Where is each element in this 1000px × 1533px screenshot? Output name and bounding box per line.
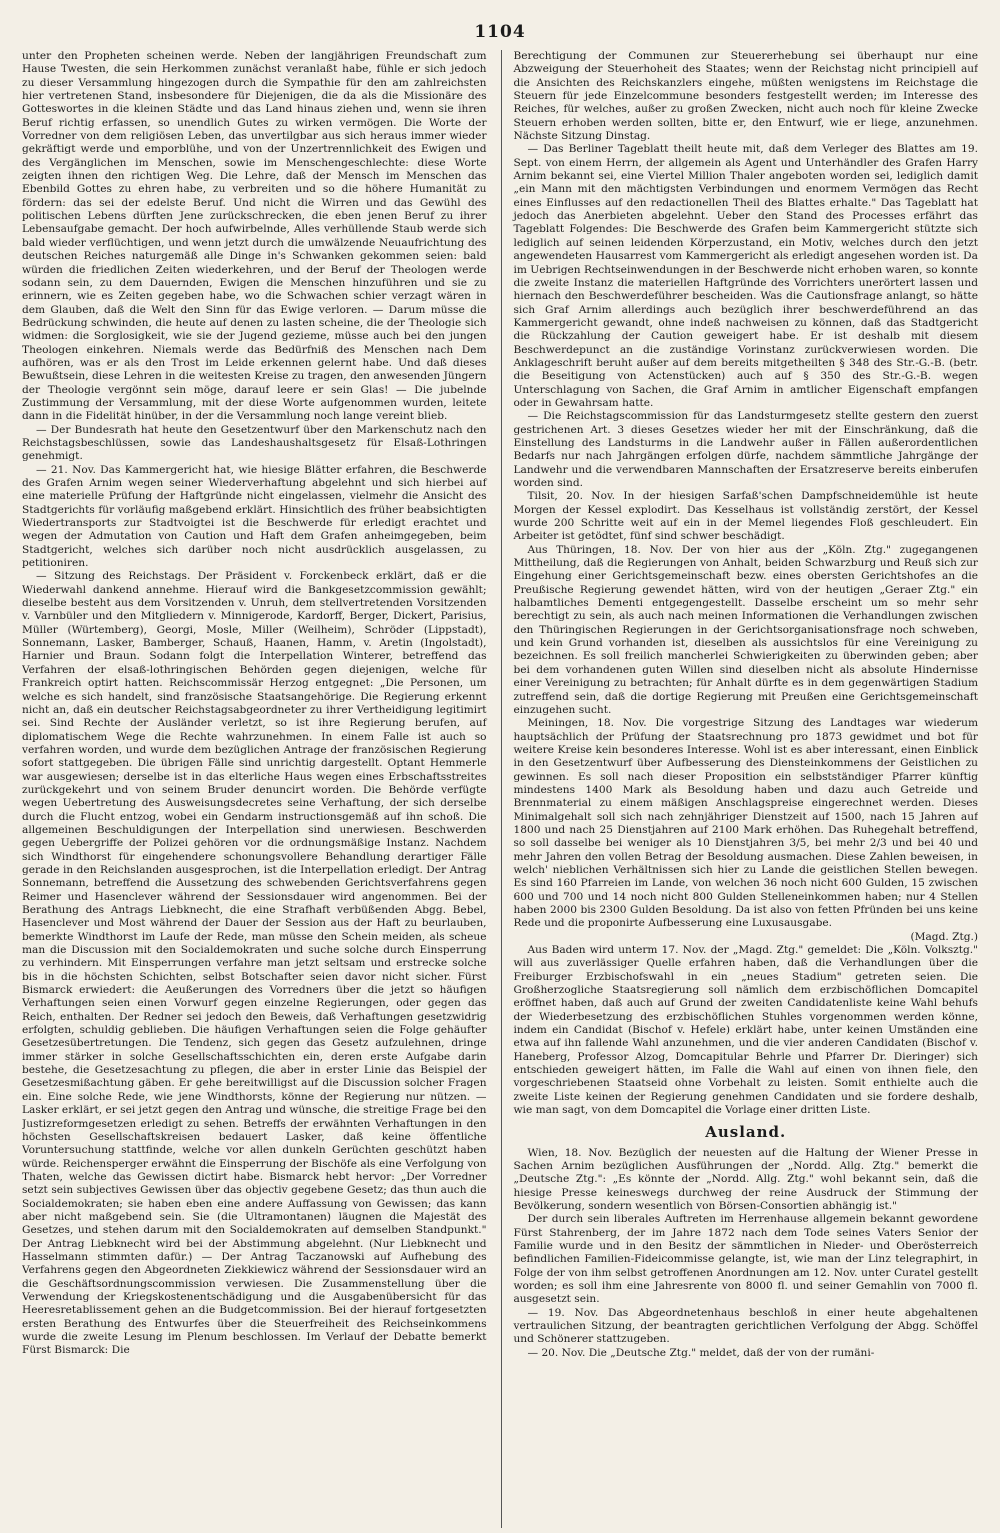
article-paragraph: Aus Baden wird unterm 17. Nov. der „Magd. Ztg." gemeldet: Die „Köln. Volksztg." will aus zuverlässiger Quelle erfahren haben, daß die Verhandlungen über die Freiburger Erzbischofswahl in ein „neues Stadium" getreten seien. Die Großherzogliche Staatsregierung soll nämlich dem erzbischöflichen Domcapitel eröffnet haben, daß auch auf Grund der zweiten Candidatenliste keine Wahl behufs der Wiederbesetzung des erzbischöflichen Stuhles vorgenommen werden könne, indem ein Candidat (Bischof v. Hefele) erklärt habe, unter keinen Umständen eine etwa auf ihn fallende Wahl anzunehmen, und die vier anderen Candidaten (Bischof v. Haneberg, Professor Alzog, Domcapitular Behrle und Pfarrer Dr. Dieringer) sich entschieden geweigert hätten, im Falle die Wahl auf einen von ihnen fiele, den vorgeschriebenen Staatseid ohne Vorbehalt zu leisten. Somit enthielte auch die zweite Liste keinen der Regierung genehmen Candidaten und sie fordere deshalb, wie man sagt, von dem Domcapitel die Vorlage einer dritten Liste. (513, 944, 978, 1117)
source-attribution: (Magd. Ztg.) (910, 930, 978, 943)
article-paragraph: Der durch sein liberales Auftreten im Herrenhause allgemein bekannt gewordene Fürst Stahrenberg, der im Jahre 1872 nach dem Tode seines Vaters Senior der Familie wurde und in den Besitz der sämmtlichen in Nieder- und Oberösterreich befindlichen Familien-Fideicommisse gelangte, ist, wie man der Linz telegraphirt, in Folge der von ihm selbst getroffenen Anordnungen am 12. Nov. unter Curatel gestellt worden; es soll ihm eine Jahresrente von 8000 fl. und seiner Gemahlin von 7000 fl. ausgesetzt sein. (513, 1213, 978, 1306)
article-paragraph: — Sitzung des Reichstags. Der Präsident v. Forckenbeck erklärt, daß er die Wiederwahl dankend annehme. Hierauf wird die Bankgesetzcommission gewählt; dieselbe besteht aus dem Vorsitzenden v. Unruh, dem stellvertretenden Vorsitzenden v. Varnbüler und den Mitgliedern v. Minnigerode, Kardorff, Berger, Dickert, Parisius, Müller (Würtemberg), Georgi, Mosle, Miller (Weilheim), Schröder (Lippstadt), Sonnemann, Lasker, Bamberger, Schauß, Haanen, Hamm, v. Aretin (Ingolstadt), Harnier und Braun. Sodann folgt die Interpellation Winterer, betreffend das Verfahren der elsaß-lothringischen Behörden gegen diejenigen, welche für Frankreich optirt hatten. Reichscommissär Herzog entgegnet: „Die Personen, um welche es sich handelt, sind französische Staatsangehörige. Die Regierung erkennt nicht an, daß ein deutscher Reichstagsabgeordneter zu ihrer Vertheidigung legitimirt sei. Sind Rechte der Ausländer verletzt, so ist ihre Regierung berufen, auf diplomatischem Wege die Rechte wahrzunehmen. In einem Falle ist auch so verfahren worden, und wurde dem bezüglichen Antrage der französischen Regierung sofort stattgegeben. Die übrigen Fälle sind unrichtig dargestellt. Optant Hemmerle war ausgewiesen; derselbe ist in das elterliche Haus wegen eines Erbschaftsstreites zurückgekehrt und von seinem Bruder denuncirt worden. Die Behörde verfügte wegen Uebertretung des Ausweisungsdecretes seine Verhaftung, der sich derselbe durch die Flucht entzog, wobei ein Gendarm instructionsgemäß auf ihn schoß. Die allgemeinen Beschuldigungen der Interpellation sind unerwiesen. Beschwerden gegen Uebergriffe der Polizei gehören vor die ordnungsmäßige Instanz. Nachdem sich Windthorst für eingehendere schonungsvollere Behandlung derartiger Fälle gerade in den Reichslanden ausgesprochen, ist die Interpellation erledigt. Der Antrag Sonnemann, betreffend die Aussetzung des schwebenden Gerichtsverfahrens gegen Reimer und Hasenclever während der Sessionsdauer wird angenommen. Bei der Berathung des Antrags Liebknecht, die eine Strafhaft verbüßenden Abgg. Bebel, Hasenclever und Most während der Dauer der Session aus der Haft zu beurlauben, bemerkte Windthorst im Laufe der Rede, man müsse den Schein meiden, als scheue man die Discussion mit den Socialdemokraten und suche solche durch Einsperrung zu verhindern. Mit Einsperrungen verfahre man jetzt seltsam und erstrecke solche bis in die höchsten Schichten, selbst Botschafter seien davor nicht sicher. Fürst Bismarck erwiedert: die Aeußerungen des Vorredners über die jetzt so häufigen Verhaftungen seien einen Vorwurf gegen einzelne Regierungen, oder gegen das Reich, enthalten. Der Redner sei jedoch den Beweis, daß Verhaftungen gesetzwidrig erfolgten, schuldig geblieben. Die häufigen Verhaftungen seien die Folge gehäufter Gesetzesübertretungen. Die Tendenz, sich gegen das Gesetz aufzulehnen, dringe immer stärker in solche Gesellschaftsschichten ein, deren erste Aufgabe darin bestehe, die Gesetzesachtung zu pflegen, die aber in erster Linie das Beispiel der Gesetzesmißachtung gäben. Er gehe bereitwilligst auf die Discussion solcher Fragen ein. Eine solche Rede, wie jene Windthorsts, könne der Regierung nur nützen. — Lasker erklärt, er sei jetzt gegen den Antrag und wünsche, die streitige Frage bei den Justizreformgesetzen erledigt zu sehen. Betreffs der erwähnten Verhaftungen in den höchsten Gesellschaftskreisen bedauert Lasker, daß keine öffentliche Voruntersuchung stattfinde, welche vor allen dunkeln Gerüchten geschützt haben würde. Reichensperger erwähnt die Einsperrung der Bischöfe als eine Verfolgung von Thaten, welche das Gewissen dictirt habe. Bismarck hebt hervor: „Der Vorredner setzt sein subjectives Gewissen über das objectiv gegebene Gesetz; das thun auch die Socialdemokraten; sie haben eben eine andere Auffassung von Gewissen; das kann aber nicht maßgebend sein. Sie (die Ultramontanen) läugnen die Majestät des Gesetzes, und stehen darum mit den Socialdemokraten auf demselben Standpunkt." Der Antrag Liebknecht wird bei der Abstimmung abgelehnt. (Nur Liebknecht und Hasselmann stimmten dafür.) — Der Antrag Taczanowski auf Aufhebung des Verfahrens gegen den Abgeordneten Ziekkiewicz während der Sessionsdauer wird an die Geschäftsordnungscommission verwiesen. Die Zusammenstellung über die Verwendung der Kriegskostenentschädigung und die Ausgabenübersicht für das Heeresretablissement gehen an die Budgetcommission. Bei der hierauf fortgesetzten ersten Berathung des Entwurfes über die Steuerfreiheit des Reichseinkommens wurde die zweite Lesung im Plenum beschlossen. Im Verlauf der Debatte bemerkt Fürst Bismarck: Die (22, 570, 487, 1357)
left-column (22, 50, 495, 1528)
article-paragraph: Meiningen, 18. Nov. Die vorgestrige Sitzung des Landtages war wiederum hauptsächlich der Prüfung der Staatsrechnung pro 1873 gewidmet und bot für weitere Kreise kein besonderes Interesse. Wohl ist es aber interessant, einen Einblick in den Gesetzentwurf über Aufbesserung des Diensteinkommens der Geistlichen zu gewinnen. Es soll nach dieser Proposition ein selbstständiger Pfarrer künftig mindestens 1400 Mark als Besoldung haben und dazu auch Getreide und Brennmaterial zu einem mäßigen Anschlagspreise eingerechnet werden. Dieses Minimalgehalt soll sich nach zehnjähriger Dienstzeit auf 1500, nach 15 Jahren auf 1800 und nach 25 Dienstjahren auf 2100 Mark erhöhen. Das Ruhegehalt betreffend, so soll dasselbe bei weniger als 10 Dienstjahren 3/5, bei mehr 2/3 und bei 40 und mehr Jahren den vollen Betrag der Besoldung ausmachen. Diese Zahlen beweisen, in welch' nieblichen Verhältnissen sich hier zu Lande die geistlichen Stellen bewegen. Es sind 160 Pfarreien im Lande, von welchen 36 noch nicht 600 Gulden, 15 zwischen 600 und 700 und 14 noch nicht 800 Gulden Stelleneinkommen haben; nur 4 Stellen haben 2000 bis 2300 Gulden Besoldung. Da ist also von fetten Pfründen bei uns keine Rede und die proponirte Aufbesserung eine Luxusausgabe. (513, 717, 978, 930)
article-paragraph: — Das Berliner Tageblatt theilt heute mit, daß dem Verleger des Blattes am 19. Sept. von einem Herrn, der allgemein als Agent und Unterhändler des Grafen Harry Arnim bekannt sei, eine Viertel Million Thaler angeboten worden sei, lediglich damit „ein Mann mit den mächtigsten Verbindungen und enormem Vermögen das Recht eines Einflusses auf den redactionellen Theil des Blattes erhalte." Das Tageblatt hat jedoch das Anerbieten abgelehnt. Ueber den Stand des Processes erfährt das Tageblatt Folgendes: Die Beschwerde des Grafen beim Kammergericht stützte sich lediglich auf seinen leidenden Körperzustand, ein Motiv, welches durch den jetzt angewendeten Hausarrest vom Kammergericht als erledigt angesehen worden ist. Da im Uebrigen Rechtseinwendungen in der Beschwerde nicht erhoben waren, so konnte die zweite Instanz die materiellen Haftgründe des Vorrichters unerörtert lassen und hiernach den Beschwerdeführer bescheiden. Was die Cautionsfrage anlangt, so hätte sich Graf Arnim allerdings auch bezüglich ihrer beschwerdeführend an das Kammergericht gewandt, ohne indeß nachweisen zu können, daß das Stadtgericht die Rückzahlung der Caution geweigert habe. Er ist deshalb mit diesem Beschwerdepunct an die zuständige Vorinstanz zurückverwiesen worden. Die Anklageschrift beruht außer auf dem bereits mitgetheilten § 348 des Str.-G.-B. (betr. die Beseitigung von Actenstücken) auch auf § 350 des Str.-G.-B. wegen Unterschlagung von Sachen, die Graf Arnim in amtlicher Eigenschaft empfangen oder in Gewahrsam hatte. (513, 143, 978, 409)
article-paragraph: — 20. Nov. Die „Deutsche Ztg." meldet, daß der von der rumäni- (527, 1346, 875, 1359)
article-paragraph: unter den Propheten scheinen werde. Neben der langjährigen Freundschaft zum Hause Twesten, die sein Herkommen zunächst veranlaßt habe, fühle er sich jedoch zu dieser Versammlung hingezogen durch die Sympathie für den am zahlreichsten hier vertretenen Stand, insbesondere für Diejenigen, die da als die Missionäre des Gotteswortes in die kleinen Städte und das Land hinaus ziehen und, wenn sie ihren Beruf richtig erfassen, so unendlich Gutes zu wirken vermögen. Die Worte der Vorredner von dem religiösen Leben, das unvertilgbar aus sich heraus immer wieder gekräftigt werde und emporblühe, und von der Unzertrennlichkeit des Ewigen und des Vergänglichen im Menschen, sowie im Menschengeschlechte: diese Worte zeigten ihnen den richtigen Weg. Die Lehre, daß der Mensch im Menschen das Ebenbild Gottes zu ehren habe, zu verbreiten und so die höhere Humanität zu fördern: das sei der edelste Beruf. Und nicht die Wirren und das Gewühl des politischen Lebens dürften Jene zurückschrecken, die eben jenen Beruf zu ihrer Lebensaufgabe gemacht. Der hoch aufwirbelnde, Alles verhüllende Staub werde sich bald wieder verflüchtigen, und wenn jetzt durch die umwälzende Neuaufrichtung des deutschen Reiches naturgemäß alle Dinge in's Schwanken gekommen seien: bald würden die friedlichen Zeiten wiederkehren, und der Beruf der Theologen werde sodann sein, zu dem Dauernden, Ewigen die Menschen hinzuführen und sie zu erinnern, wie es Zeiten gegeben habe, wo die Schwachen schier verzagt wären in dem Glauben, daß die Welt den Sinn für das Ewige verloren. — Darum müsse die Bedrückung schwinden, die heute auf denen zu lasten scheine, die der Theologie sich widmen: die Sorglosigkeit, wie sie der Jugend gezieme, müsse auch bei den jungen Theologen einkehren. Niemals werde das Bedürfniß des Menschen nach Dem aufhören, was er als den Trost im Leide erkennen gelernt habe. Und daß dieses Bewußtsein, diese Lehren in die weitesten Kreise zu tragen, den anwesenden Jüngern der Theologie vergönnt sein möge, darauf leere er sein Glas! — Die jubelnde Zustimmung der Versammlung, mit der diese Worte aufgenommen wurden, leitete dann in die Fidelität hinüber, in der die Versammlung noch lange vereint blieb. (22, 50, 487, 423)
article-paragraph: Tilsit, 20. Nov. In der hiesigen Sarfaß'schen Dampfschneidemühle ist heute Morgen der Kessel explodirt. Das Kesselhaus ist vollständig zerstört, der Kessel wurde 200 Schritte weit auf ein in der Memel liegendes Floß geschleudert. Ein Arbeiter ist getödtet, fünf sind schwer beschädigt. (513, 490, 978, 543)
article-paragraph: — Die Reichstagscommission für das Landsturmgesetz stellte gestern den zuerst gestrichenen Art. 3 dieses Gesetzes wieder her mit der Einschränkung, daß die Einstellung des Landsturms in die Landwehr außer in Fällen außerordentlichen Bedarfs nur nach Jahrgängen erfolgen dürfe, nachdem sämmtliche Jahrgänge der Landwehr und die verwendbaren Mannschaften der Ersatzreserve bereits einberufen worden sind. (513, 410, 978, 489)
article-paragraph: — 19. Nov. Das Abgeordnetenhaus beschloß in einer heute abgehaltenen vertraulichen Sitzung, der beantragten gerichtlichen Verfolgung der Abgg. Schöffel und Schönerer stattzugeben. (513, 1306, 978, 1346)
article-paragraph: Aus Thüringen, 18. Nov. Der von hier aus der „Köln. Ztg." zugegangenen Mittheilung, daß die Regierungen von Anhalt, beiden Schwarzburg und Reuß sich zur Eingehung einer Gerichtsgemeinschaft bezw. eines obersten Gerichtshofes an die Preußische Regierung gewendet hätten, wird von der heutigen „Geraer Ztg." ein halbamtliches Dementi entgegengestellt. Dasselbe erscheint um so mehr sehr berechtigt zu sein, als auch nach meinen Informationen die Verhandlungen zwischen den Thüringischen Regierungen in der Gerichtsorganisationsfrage noch schweben, und kein Grund vorhanden ist, dieselben als aussichtslos für eine Vereinigung zu bezeichnen. Es soll freilich mancherlei Schwierigkeiten zu überwinden geben; aber bei dem vorhandenen guten Willen sind dieselben nicht als absolute Hindernisse einer Vereinigung zu betrachten; für Anhalt dürfte es in dem gegenwärtigen Stadium zutreffend sein, daß die dortige Regierung mit Preußen eine Gerichtsgemeinschaft einzugehen sucht. (513, 543, 978, 716)
section-heading: Ausland. (705, 1122, 787, 1141)
column-divider (501, 50, 502, 1528)
text-columns (22, 50, 978, 1528)
article-paragraph: Berechtigung der Communen zur Steuererhebung sei überhaupt nur eine Abzweigung der Steuerhoheit des Staates; wenn der Reichstag nicht principiell auf die Ansichten des Reichskanzlers eingehe, müßten wenigstens im Reichstage die Steuern für jede Einzelcommune besonders festgestellt werden; im Interesse des Reiches, für welches, außer zu großen Zwecken, nicht auch noch für kleine Zwecke Steuern erhoben werden sollten, bitte er, den Entwurf, wie er liege, anzunehmen. Nächste Sitzung Dinstag. (513, 50, 978, 143)
article-paragraph: — Der Bundesrath hat heute den Gesetzentwurf über den Markenschutz nach den Reichstagsbeschlüssen, sowie das Landeshaushaltsgesetz für Elsaß-Lothringen genehmigt. (22, 423, 487, 463)
article-paragraph: Wien, 18. Nov. Bezüglich der neuesten auf die Haltung der Wiener Presse in Sachen Arnim bezüglichen Ausführungen der „Nordd. Allg. Ztg." bemerkt die „Deutsche Ztg.": „Es könnte der „Nordd. Allg. Ztg." wohl bekannt sein, daß die hiesige Presse keineswegs durchweg der reine Ausdruck der Stimmung der Bevölkerung, sondern wesentlich von Börsen-Consortien abhängig ist." (513, 1146, 978, 1212)
page-number: 1104 (474, 22, 526, 42)
right-column (507, 50, 978, 1528)
article-paragraph: — 21. Nov. Das Kammergericht hat, wie hiesige Blätter erfahren, die Beschwerde des Grafen Arnim wegen seiner Wiederverhaftung abgelehnt und sich hierbei auf eine materielle Prüfung der Haftgründe nicht eingelassen, vielmehr die Ansicht des Stadtgerichts für vorläufig maßgebend erklärt. Hinsichtlich des früher beabsichtigten Wiedertransports zur Stadtvoigtei ist die Beschwerde für erledigt erachtet und wegen der Admutation von Caution und Haft dem Grafen anheimgegeben, beim Stadtgericht, welches sich darüber noch nicht ausdrücklich ausgelassen, zu petitioniren. (22, 463, 487, 570)
